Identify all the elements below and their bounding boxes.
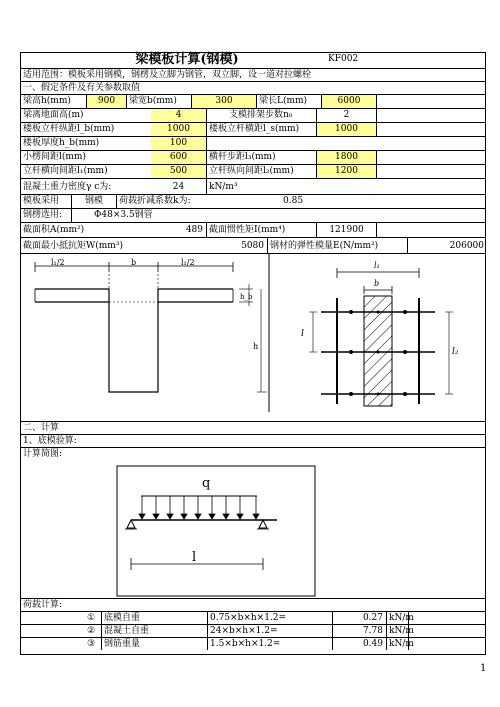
section-figures	[21, 254, 487, 412]
blank-cell	[408, 612, 487, 624]
inertia-label: 截面惯性矩I(mm⁴)	[206, 223, 316, 237]
hb-value: 100	[151, 137, 206, 150]
dim-h: h	[253, 342, 259, 351]
diagram-label: 计算简图:	[23, 449, 63, 459]
joist-label: 钢楞选用:	[23, 210, 63, 220]
sub1-row	[21, 434, 485, 447]
l1-label: 立杆横向间距l₁(mm)	[23, 166, 108, 176]
ls-label: 楼板立杆横距l_s(mm)	[206, 123, 316, 136]
dim-l1-half-right: l₁/2	[181, 258, 195, 267]
load-row	[21, 624, 485, 637]
formwork-value: 钢模	[71, 195, 116, 208]
loads-label: 荷载计算:	[23, 600, 63, 610]
e-value: 206000	[407, 238, 487, 253]
sheet-title: 梁模板计算(钢模)	[135, 52, 239, 67]
load-name: 混凝土自重	[101, 625, 207, 637]
load-diagram	[21, 460, 487, 598]
gamma-value: 24	[172, 182, 185, 192]
lb-label: 楼板立杆纵距l_b(mm)	[23, 124, 115, 134]
param-row-10	[21, 222, 485, 237]
hb-label: 楼板厚度h_b(mm)	[23, 138, 100, 148]
dim-hb: h_b	[240, 293, 253, 301]
l1-value: 500	[151, 165, 206, 178]
k-label: 荷载折减系数k为:	[116, 195, 226, 208]
span-l-label: l	[192, 550, 197, 565]
gamma-label: 混凝土重力密度γ c为:	[23, 182, 112, 192]
assumed-row	[21, 81, 485, 94]
blank-cell	[376, 223, 487, 237]
dim-b: b	[131, 258, 137, 267]
param-row-5	[21, 150, 485, 164]
blank-cell	[206, 137, 487, 150]
param-row-4	[21, 136, 485, 150]
dim-l1-half-left: l₁/2	[51, 258, 65, 267]
param-row-6	[21, 164, 485, 178]
load-no: ①	[86, 613, 96, 623]
param-row-9	[21, 208, 485, 222]
load-value: 0.27	[332, 612, 386, 624]
blank-cell	[376, 109, 487, 122]
l2-label: 立杆纵向间距l₂(mm)	[206, 165, 316, 178]
blank-cell	[376, 123, 487, 136]
steps-label: 支模排架步数n₀	[206, 109, 316, 122]
load-value: 0.49	[332, 638, 386, 650]
area-value: 489	[185, 225, 203, 235]
l-value: 600	[151, 151, 206, 164]
beam-l-value: 6000	[321, 95, 376, 108]
calc-heading: 二、计算	[23, 423, 60, 433]
height-value: 4	[151, 109, 206, 122]
param-row-3	[21, 122, 485, 136]
load-formula: 24×b×h×1.2=	[207, 625, 332, 637]
param-row-2	[21, 108, 485, 122]
scope-text: 适用范围：模板采用钢模，钢楞及立脚为钢管，双立脚，设一道对拉螺栓	[23, 70, 312, 80]
assumed-heading: 一、假定条件及有关参数取值	[23, 83, 141, 93]
title-row	[21, 53, 485, 68]
diagram-label-row	[21, 447, 485, 460]
l3-label: 横杆步距l₃(mm)	[206, 151, 316, 164]
l2-value: 1200	[316, 165, 376, 178]
loads-label-row	[21, 598, 485, 611]
load-unit: kN/m	[386, 625, 408, 637]
inertia-value: 121900	[316, 223, 376, 237]
blank-cell	[408, 625, 487, 637]
load-no: ③	[86, 639, 96, 649]
diagram-row	[21, 460, 485, 598]
calc-row	[21, 421, 485, 434]
l3-value: 1800	[316, 151, 376, 164]
support-plan-drawing	[301, 261, 459, 406]
formwork-label: 模板采用	[23, 196, 60, 206]
load-no: ②	[86, 626, 96, 636]
figure-row	[21, 253, 485, 411]
gamma-unit: kN/m³	[206, 179, 487, 194]
joist-value: Φ48×3.5钢管	[71, 209, 271, 222]
load-unit: kN/m	[386, 612, 408, 624]
blank-cell	[376, 95, 487, 108]
beam-l-label: 梁长L(mm)	[256, 95, 321, 108]
height-label: 梁离地面高(m)	[23, 110, 84, 120]
page-number: 1	[480, 663, 487, 674]
load-name: 底模自重	[101, 612, 207, 624]
beam-b-value: 300	[191, 95, 256, 108]
w-label: 截面最小抵抗矩W(mm³)	[23, 241, 123, 251]
scope-row	[21, 68, 485, 81]
load-value: 7.78	[332, 625, 386, 637]
dim-l: l	[301, 329, 304, 339]
e-label: 钢材的弹性模量E(N/mm²)	[267, 238, 407, 253]
dim-l2: l₂	[452, 347, 459, 357]
k-value: 0.85	[283, 196, 304, 206]
dim-l1: l₁	[374, 261, 380, 270]
sheet-code: KF002	[328, 54, 359, 64]
param-row-8	[21, 194, 485, 208]
beam-h-value: 900	[86, 95, 126, 108]
lb-value: 1000	[151, 123, 206, 136]
param-row-1	[21, 94, 485, 108]
load-formula: 1.5×b×h×1.2=	[207, 638, 332, 650]
load-row	[21, 611, 485, 624]
load-name: 钢筋重量	[101, 638, 207, 650]
load-formula: 0.75×b×h×1.2=	[207, 612, 332, 624]
area-label: 截面积A(mm²)	[23, 225, 85, 235]
beam-b-label: 梁宽b(mm)	[126, 95, 191, 108]
blank-cell	[376, 151, 487, 164]
l-label: 小楞间距l(mm)	[23, 152, 86, 162]
load-q-label: q	[202, 476, 211, 491]
param-row-11	[21, 237, 485, 253]
bottom-check-heading: 1、底模验算:	[23, 436, 77, 446]
ls-value: 1000	[316, 123, 376, 136]
steps-value: 2	[316, 109, 376, 122]
beam-h-label: 梁高h(mm)	[23, 96, 71, 106]
calc-sheet	[20, 52, 486, 655]
w-value: 5080	[241, 241, 264, 251]
spacer-row	[21, 411, 485, 421]
blank-cell	[376, 165, 487, 178]
dim-b-plan: b	[374, 279, 380, 288]
load-unit: kN/m	[386, 638, 408, 650]
beam-section-drawing	[35, 258, 267, 392]
blank-cell	[408, 638, 487, 650]
param-row-7	[21, 178, 485, 194]
load-row	[21, 637, 485, 650]
